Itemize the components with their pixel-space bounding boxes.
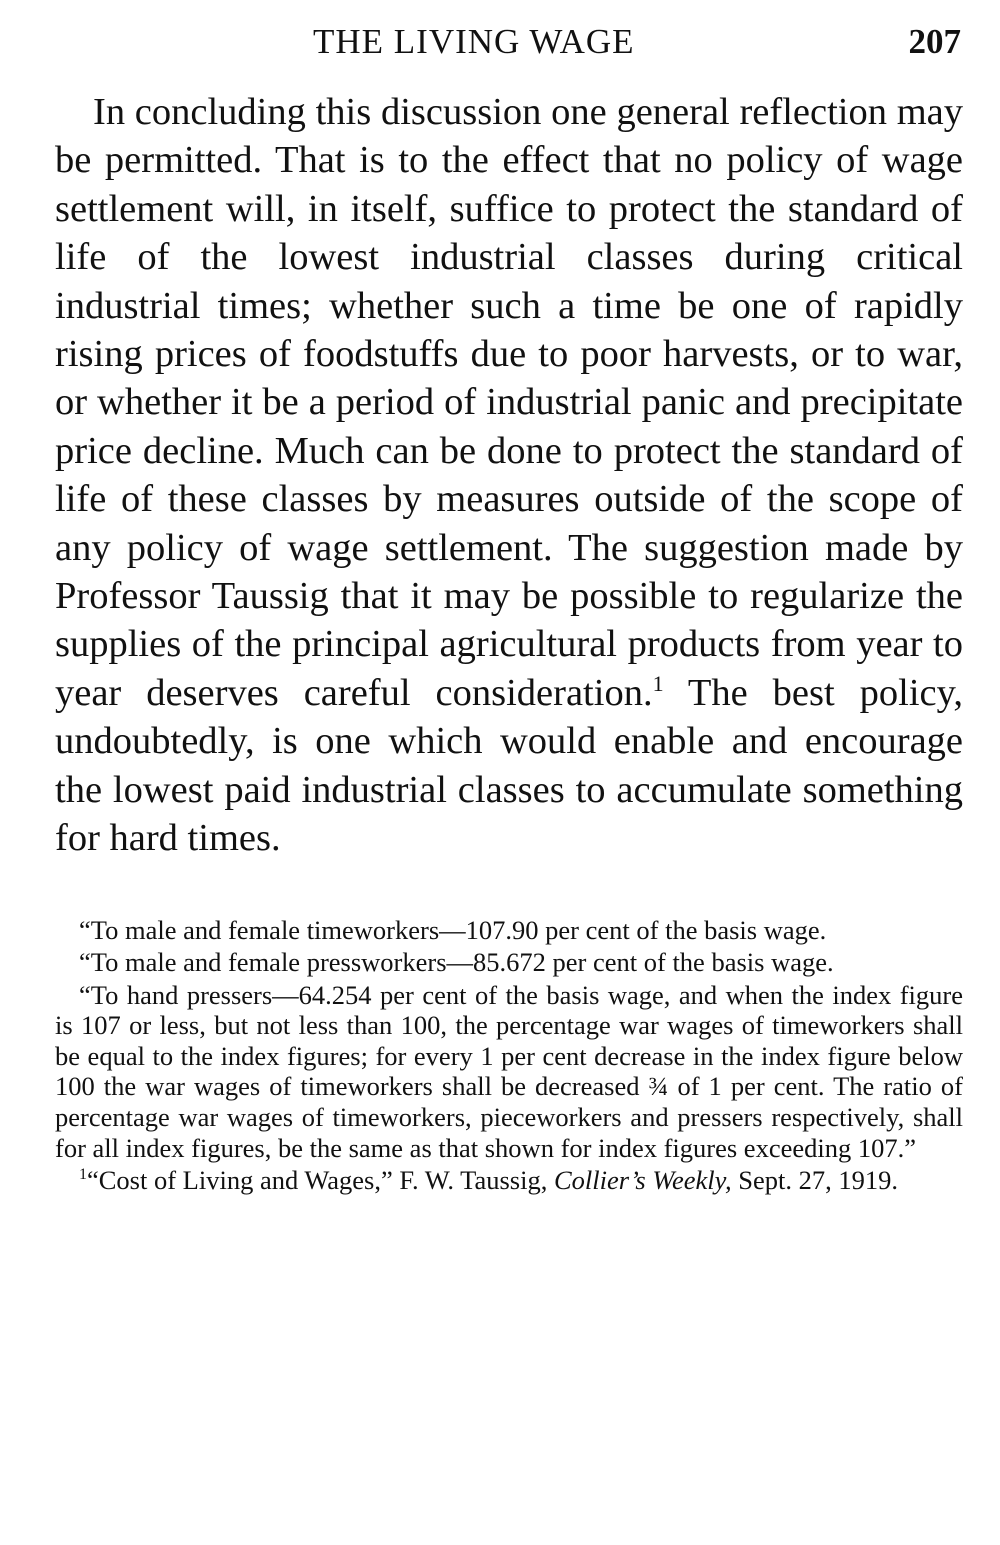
footnote-1 [55,1165,963,1196]
page-number: 207 [908,22,961,61]
footnote-quote-timeworkers: “To male and female timeworkers—107.90 per cent of the basis wage. [79,914,827,945]
book-page [55,18,963,1196]
footnotes [55,915,963,1196]
footnote-1-mark: 1 [79,1166,87,1184]
footnote-1-text: “Cost of Living and Wages,” F. W. Taussig, [87,1165,554,1196]
running-head [55,18,963,66]
footnote-quote-hand-pressers: “To hand pressers—64.254 per cent of the basis wage, and when the index figure is 107 or less, but not less than 100, the percentage war wages of timeworkers shall be equal to the index figures; for every 1 per cent decrease in the index figure below 100 the war wages of timeworkers shall be decreased ¾ of 1 per cent. The ratio of percentage war wages of timeworkers, pieceworkers and pressers respectively, shall for all index figures, be the same as that shown for index figures exceeding 107.” [55,979,963,1163]
main-paragraph [55,88,963,863]
paragraph-text-after-note: The best policy, undoubtedly, is one which would enable and encourage the lowest paid industrial classes to accumulate something for hard times. [55,671,963,860]
footnote-reference[interactable]: 1 [652,671,664,697]
running-title: THE LIVING WAGE [313,22,635,61]
footnote-1-publication: Collier’s Weekly, [553,1165,732,1196]
paragraph-text-before-note: In concluding this discussion one general reflection may be permitted. That is to the effect that no policy of wage settlement will, in itself, suffice to protect the standard of life of the lowest industrial classes during critical industrial times; whether such a time be one of rapidly rising prices of foodstuffs due to poor harvests, or to war, or whether it be a period of industrial panic and precipitate price decline. Much can be done to protect the standard of life of these classes by measures outside of the scope of any policy of wage settlement. The suggestion made by Professor Taussig that it may be possible to regularize the supplies of the principal agricultural products from year to year deserves careful consideration. [55,91,963,714]
footnote-quote-pressworkers: “To male and female pressworkers—85.672 per cent of the basis wage. [79,947,834,978]
footnote-1-date: Sept. 27, 1919. [731,1165,898,1196]
